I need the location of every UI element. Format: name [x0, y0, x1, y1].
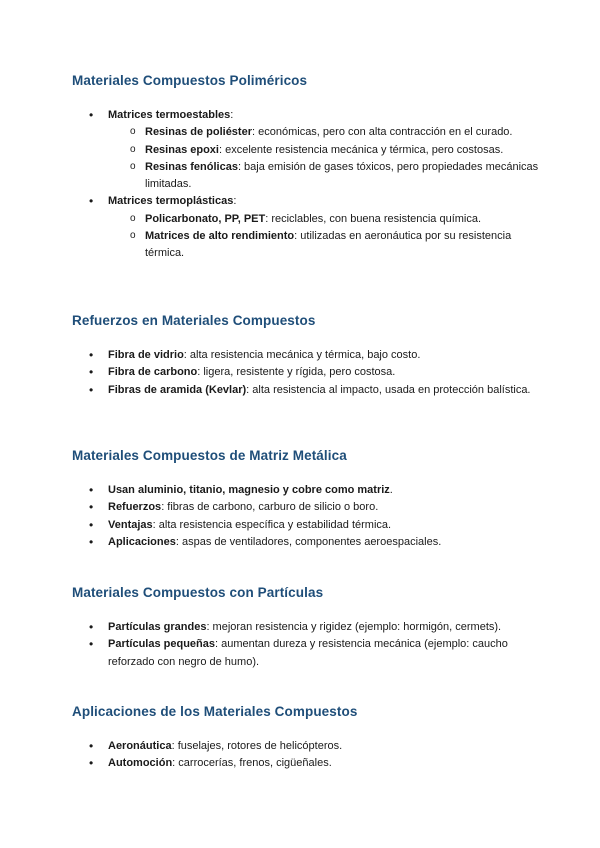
- item-text: : fibras de carbono, carburo de silicio o boro.: [161, 501, 379, 514]
- item-text: :: [230, 109, 234, 121]
- item-term: Matrices termoestables: [108, 109, 231, 121]
- item-text: : aspas de ventiladores, componentes aeroespaciales.: [175, 535, 442, 548]
- item-text: : carrocerías, frenos, cigüeñales.: [172, 757, 332, 770]
- item-term: Aplicaciones: [108, 535, 176, 548]
- item-text: : económicas, pero con alta contracción en el curado.: [252, 126, 513, 139]
- section-heading: Refuerzos en Materiales Compuestos: [72, 313, 316, 328]
- section-heading: Materiales Compuestos de Matriz Metálica: [72, 448, 347, 463]
- item-term: Resinas epoxi: [145, 143, 219, 156]
- item-term: Partículas pequeñas: [108, 638, 215, 651]
- list-item: [72, 482, 542, 499]
- list-item: [72, 619, 542, 636]
- item-text: : alta resistencia mecánica y térmica, bajo costo.: [183, 349, 421, 361]
- item-term: Refuerzos: [108, 501, 162, 514]
- item-text: : ligera, resistente y rígida, pero costosa.: [197, 366, 396, 379]
- sub-list-item: [72, 142, 542, 159]
- sub-list-item: [72, 159, 542, 194]
- list-item: [72, 382, 542, 399]
- item-term: Matrices termoplásticas: [108, 195, 234, 208]
- section-heading: Materiales Compuestos con Partículas: [72, 585, 324, 600]
- list-item: [72, 347, 542, 364]
- item-text: : alta resistencia al impacto, usada en protección balística.: [246, 383, 531, 396]
- section-reinforcements: [72, 312, 542, 399]
- bullet-list: [72, 619, 542, 671]
- item-text: :: [233, 195, 237, 208]
- list-item: [72, 755, 542, 772]
- sub-list: [108, 124, 542, 193]
- section-heading: Materiales Compuestos Poliméricos: [72, 73, 308, 88]
- list-item: [72, 636, 542, 671]
- bullet-list: [72, 107, 542, 263]
- section-heading: Aplicaciones de los Materiales Compuestos: [72, 704, 358, 719]
- item-text: .: [389, 484, 393, 496]
- item-term: Aeronáutica: [108, 740, 172, 752]
- sub-list-item: [72, 211, 542, 228]
- bullet-list: [72, 347, 542, 399]
- item-term: Usan aluminio, titanio, magnesio y cobre como matriz: [108, 484, 390, 496]
- section-metal-matrix: [72, 447, 542, 551]
- list-item: [72, 193, 542, 262]
- item-term: Resinas de poliéster: [145, 126, 252, 139]
- item-text: : mejoran resistencia y rigidez (ejemplo: hormigón, cermets).: [206, 621, 502, 633]
- item-term: Automoción: [108, 757, 173, 770]
- list-item: [72, 534, 542, 551]
- list-item: [72, 738, 542, 755]
- list-item: [72, 364, 542, 381]
- item-term: Resinas fenólicas: [145, 160, 238, 173]
- item-term: Policarbonato, PP, PET: [145, 212, 266, 225]
- item-text: : fuselajes, rotores de helicópteros.: [171, 740, 343, 752]
- list-item: [72, 107, 542, 193]
- item-text: : reciclables, con buena resistencia química.: [265, 212, 482, 225]
- bullet-list: [72, 482, 542, 551]
- list-item: [72, 517, 542, 534]
- section-particle-composites: [72, 584, 542, 671]
- item-term: Fibra de carbono: [108, 366, 198, 379]
- section-polymeric-composites: [72, 72, 542, 263]
- item-text: : alta resistencia específica y estabilidad térmica.: [152, 518, 392, 531]
- item-term: Partículas grandes: [108, 621, 207, 633]
- item-text: : aumentan dureza y resistencia mecánica (ejemplo: caucho reforzado con negro de humo).: [108, 638, 508, 668]
- item-text: : baja emisión de gases tóxicos, pero propiedades mecánicas limitadas.: [145, 160, 539, 191]
- item-term: Matrices de alto rendimiento: [145, 230, 295, 243]
- sub-list: [108, 211, 542, 263]
- list-item: [72, 499, 542, 516]
- item-text: : excelente resistencia mecánica y térmica, pero costosas.: [218, 143, 504, 156]
- item-term: Fibras de aramida (Kevlar): [108, 383, 247, 396]
- item-term: Ventajas: [108, 518, 153, 531]
- section-applications: [72, 703, 542, 773]
- sub-list-item: [72, 228, 542, 263]
- item-term: Fibra de vidrio: [108, 349, 184, 361]
- item-text: : utilizadas en aeronáutica por su resistencia térmica.: [145, 230, 512, 260]
- sub-list-item: [72, 124, 542, 141]
- bullet-list: [72, 738, 542, 773]
